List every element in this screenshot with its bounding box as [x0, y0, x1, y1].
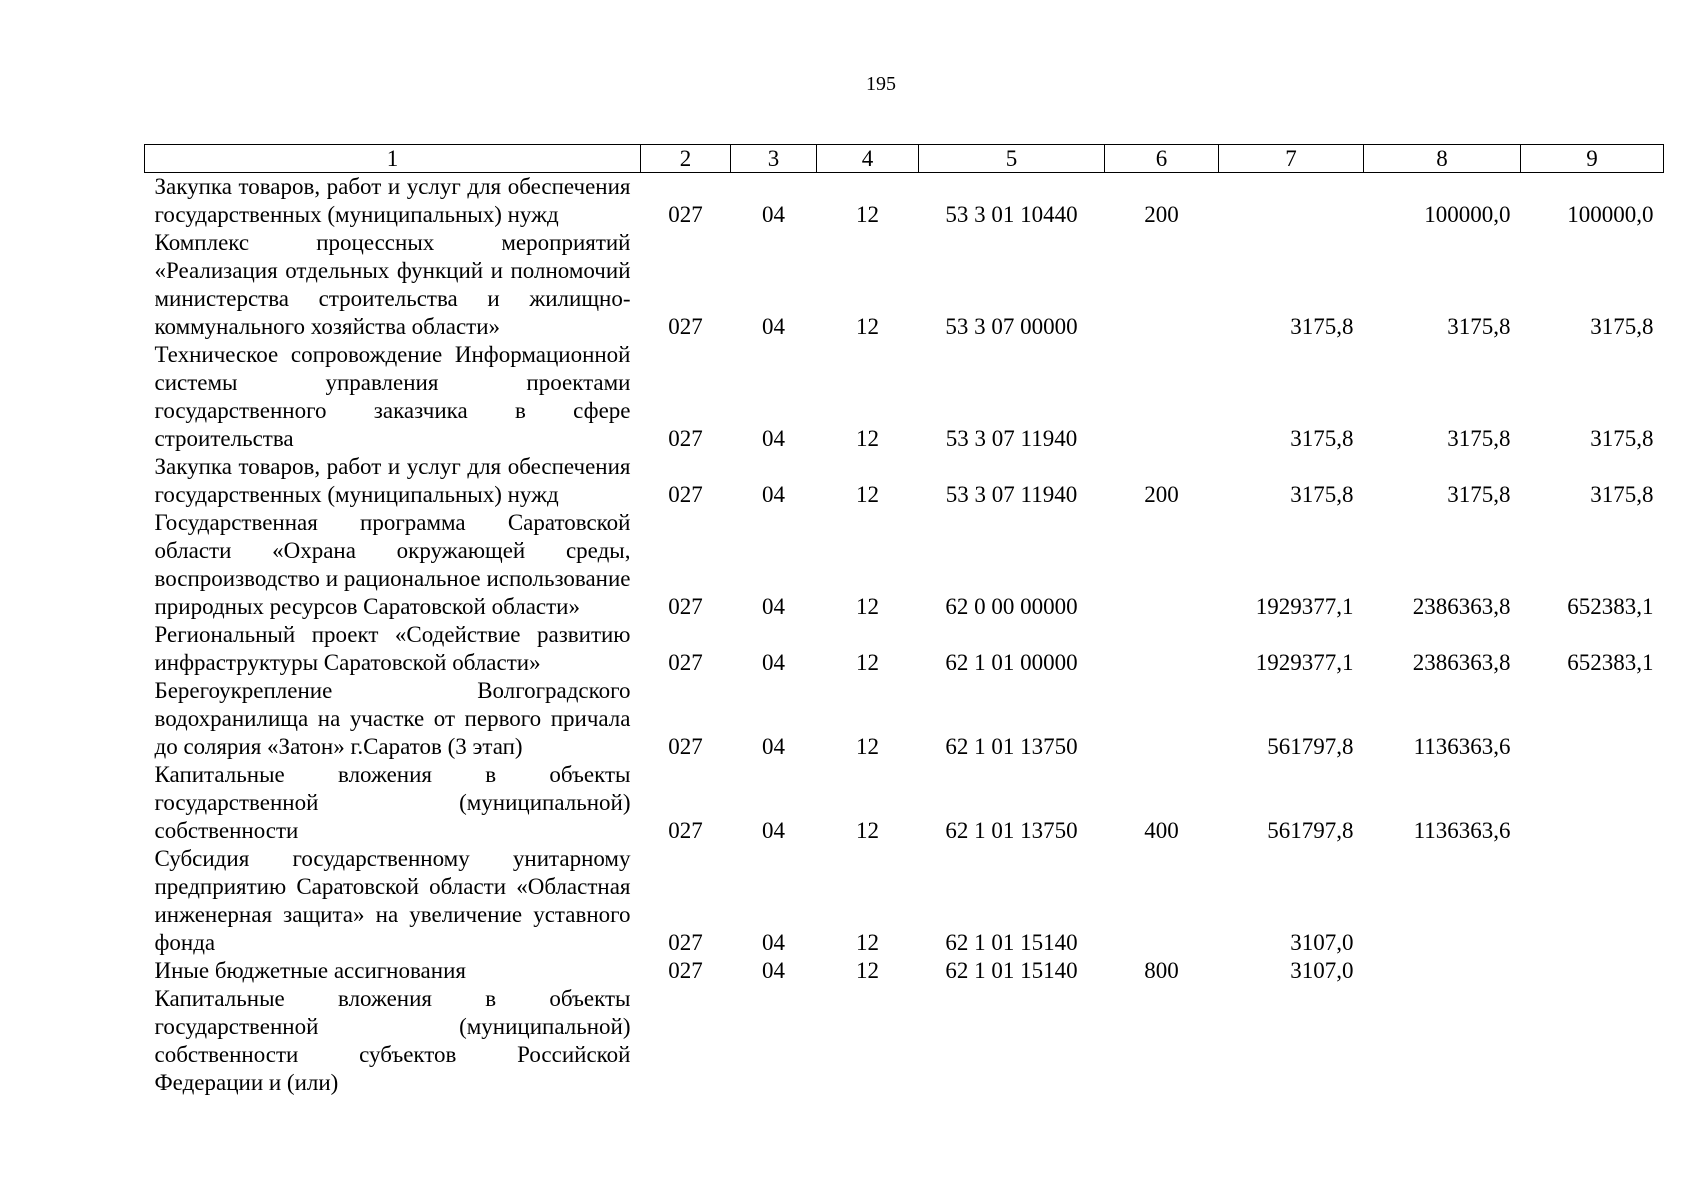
- row-ministry-code: 027: [668, 482, 703, 507]
- header-col-1: 1: [145, 145, 641, 173]
- row-amount-col7: 1929377,1: [1255, 650, 1354, 675]
- row-target-article: 62 1 01 15140: [945, 958, 1078, 983]
- row-subsection-code: 12: [856, 482, 879, 507]
- header-col-6: 6: [1105, 145, 1219, 173]
- row-amount-col7: 561797,8: [1267, 734, 1354, 759]
- row-amount-col7: 3175,8: [1290, 482, 1354, 507]
- table-row: [145, 985, 1664, 1097]
- budget-table: [144, 144, 1664, 1097]
- row-ministry-code: [641, 985, 731, 1097]
- row-amount-col8: [1364, 845, 1521, 957]
- header-col-4: 4: [817, 145, 919, 173]
- row-expense-type: [1105, 677, 1219, 761]
- row-target-article: 53 3 07 00000: [945, 314, 1078, 339]
- row-section-code: 04: [762, 594, 785, 619]
- row-amount-col9: [1521, 845, 1664, 957]
- row-target-article: 53 3 07 11940: [945, 426, 1078, 451]
- row-section-code: 04: [762, 314, 785, 339]
- row-ministry-code: 027: [668, 314, 703, 339]
- row-expense-type: 800: [1144, 958, 1179, 983]
- row-amount-col8: 2386363,8: [1412, 594, 1511, 619]
- row-subsection-code: 12: [856, 202, 879, 227]
- row-expense-type: [1105, 985, 1219, 1097]
- row-section-code: [731, 985, 817, 1097]
- row-amount-col7: 561797,8: [1267, 818, 1354, 843]
- row-amount-col9: 100000,0: [1567, 202, 1654, 227]
- row-subsection-code: [817, 985, 919, 1097]
- row-ministry-code: 027: [668, 930, 703, 955]
- table-row: [145, 341, 1664, 453]
- row-expense-type: [1105, 509, 1219, 621]
- row-section-code: 04: [762, 650, 785, 675]
- row-name: Закупка товаров, работ и услуг для обеспечения государственных (муниципальных) нужд: [154, 174, 631, 227]
- row-amount-col7: [1219, 173, 1364, 230]
- row-target-article: 53 3 07 11940: [945, 482, 1078, 507]
- header-row: [145, 145, 1664, 173]
- row-name: Техническое сопровождение Информационной системы управления проектами государственного заказчика в сфере строительства: [154, 342, 631, 451]
- row-name: Капитальные вложения в объекты государственной (муниципальной) собственности: [154, 762, 631, 843]
- table-row: [145, 621, 1664, 677]
- table-row: [145, 173, 1664, 230]
- table-row: [145, 453, 1664, 509]
- row-expense-type: [1105, 341, 1219, 453]
- row-amount-col7: 3107,0: [1290, 930, 1354, 955]
- table-row: [145, 957, 1664, 985]
- row-amount-col7: 3175,8: [1290, 426, 1354, 451]
- table-row: [145, 761, 1664, 845]
- row-name: Субсидия государственному унитарному предприятию Саратовской области «Областная инженерная защита» на увеличение уставного фонда: [154, 846, 631, 955]
- row-subsection-code: 12: [856, 594, 879, 619]
- row-section-code: 04: [762, 818, 785, 843]
- table-row: [145, 845, 1664, 957]
- row-ministry-code: 027: [668, 734, 703, 759]
- page-number: 195: [866, 73, 896, 95]
- row-section-code: 04: [762, 426, 785, 451]
- row-target-article: 62 0 00 00000: [945, 594, 1078, 619]
- row-name: Капитальные вложения в объекты государственной (муниципальной) собственности субъектов Российской Федерации и (или): [154, 986, 631, 1095]
- header-col-2: 2: [641, 145, 731, 173]
- row-target-article: 62 1 01 00000: [945, 650, 1078, 675]
- row-amount-col8: 1136363,6: [1413, 734, 1511, 759]
- header-col-8: 8: [1364, 145, 1521, 173]
- row-ministry-code: 027: [668, 958, 703, 983]
- row-ministry-code: 027: [668, 426, 703, 451]
- row-amount-col8: 3175,8: [1447, 426, 1511, 451]
- row-amount-col7: 3175,8: [1290, 314, 1354, 339]
- row-amount-col9: 652383,1: [1567, 650, 1654, 675]
- row-ministry-code: 027: [668, 594, 703, 619]
- row-ministry-code: 027: [668, 202, 703, 227]
- row-amount-col9: 3175,8: [1590, 426, 1654, 451]
- row-amount-col8: 3175,8: [1447, 482, 1511, 507]
- row-subsection-code: 12: [856, 314, 879, 339]
- row-amount-col9: [1521, 761, 1664, 845]
- row-amount-col8: 100000,0: [1424, 202, 1511, 227]
- row-section-code: 04: [762, 958, 785, 983]
- header-col-7: 7: [1219, 145, 1364, 173]
- row-amount-col7: [1219, 985, 1364, 1097]
- row-name: Региональный проект «Содействие развитию инфраструктуры Саратовской области»: [154, 622, 631, 675]
- row-name: Берегоукрепление Волгоградского водохранилища на участке от первого причала до солярия «Затон» г.Саратов (3 этап): [154, 678, 631, 759]
- row-section-code: 04: [762, 734, 785, 759]
- row-expense-type: [1105, 621, 1219, 677]
- row-amount-col8: [1364, 985, 1521, 1097]
- row-amount-col9: [1521, 957, 1664, 985]
- row-amount-col8: 1136363,6: [1413, 818, 1511, 843]
- row-subsection-code: 12: [856, 734, 879, 759]
- row-subsection-code: 12: [856, 818, 879, 843]
- table-row: [145, 677, 1664, 761]
- row-subsection-code: 12: [856, 958, 879, 983]
- row-section-code: 04: [762, 202, 785, 227]
- row-amount-col9: [1521, 677, 1664, 761]
- row-target-article: 53 3 01 10440: [945, 202, 1078, 227]
- row-target-article: 62 1 01 13750: [945, 818, 1078, 843]
- row-ministry-code: 027: [668, 650, 703, 675]
- table-row: [145, 229, 1664, 341]
- row-expense-type: 200: [1144, 202, 1179, 227]
- row-name: Закупка товаров, работ и услуг для обеспечения государственных (муниципальных) нужд: [154, 454, 631, 507]
- row-name: Комплекс процессных мероприятий «Реализация отдельных функций и полномочий министерства строительства и жилищно-коммунального хозяйства области»: [154, 230, 631, 339]
- row-target-article: 62 1 01 13750: [945, 734, 1078, 759]
- row-section-code: 04: [762, 482, 785, 507]
- row-amount-col8: 2386363,8: [1412, 650, 1511, 675]
- table-row: [145, 509, 1664, 621]
- row-amount-col7: 1929377,1: [1255, 594, 1354, 619]
- row-expense-type: 200: [1144, 482, 1179, 507]
- row-amount-col9: 3175,8: [1590, 482, 1654, 507]
- row-expense-type: [1105, 845, 1219, 957]
- row-subsection-code: 12: [856, 426, 879, 451]
- row-expense-type: 400: [1144, 818, 1179, 843]
- row-amount-col9: 652383,1: [1567, 594, 1654, 619]
- row-amount-col8: [1364, 957, 1521, 985]
- row-amount-col9: 3175,8: [1590, 314, 1654, 339]
- header-col-9: 9: [1521, 145, 1664, 173]
- row-target-article: [919, 985, 1105, 1097]
- row-expense-type: [1105, 229, 1219, 341]
- row-name: Иные бюджетные ассигнования: [154, 958, 466, 983]
- header-col-3: 3: [731, 145, 817, 173]
- row-amount-col7: 3107,0: [1290, 958, 1354, 983]
- row-subsection-code: 12: [856, 650, 879, 675]
- row-ministry-code: 027: [668, 818, 703, 843]
- row-amount-col9: [1521, 985, 1664, 1097]
- row-subsection-code: 12: [856, 930, 879, 955]
- row-section-code: 04: [762, 930, 785, 955]
- row-target-article: 62 1 01 15140: [945, 930, 1078, 955]
- row-amount-col8: 3175,8: [1447, 314, 1511, 339]
- header-col-5: 5: [919, 145, 1105, 173]
- row-name: Государственная программа Саратовской области «Охрана окружающей среды, воспроизводство и рациональное использование природных ресурсов Саратовской области»: [154, 510, 631, 619]
